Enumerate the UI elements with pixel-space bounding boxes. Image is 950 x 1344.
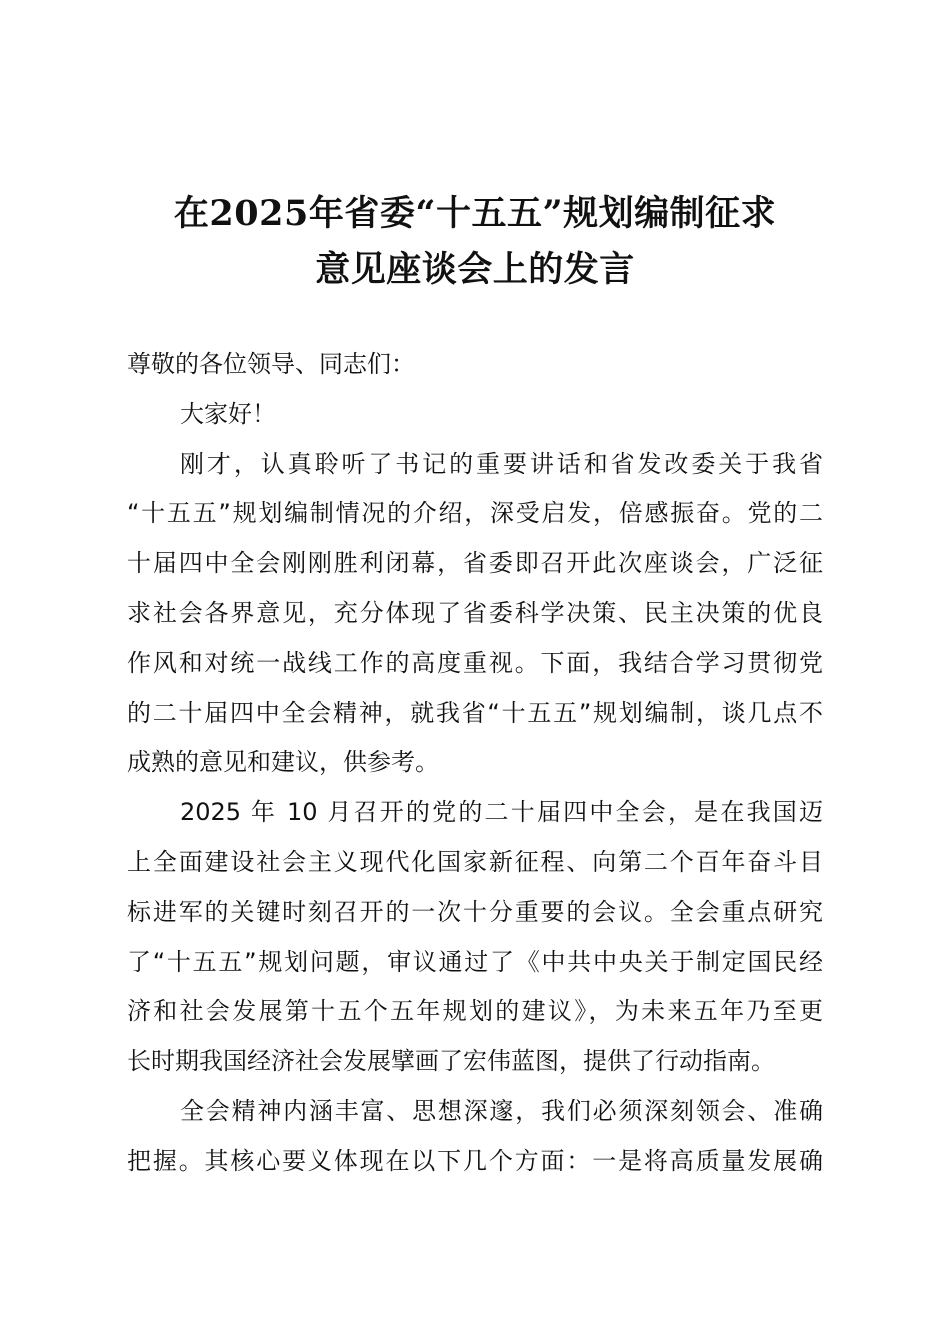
paragraph-line: 长时期我国经济社会发展擘画了宏伟蓝图，提供了行动指南。 <box>127 1047 775 1076</box>
paragraph-line: 上全面建设社会主义现代化国家新征程、向第二个百年奋斗目 <box>127 847 823 876</box>
paragraph-line: 把握。其核心要义体现在以下几个方面：一是将高质量发展确 <box>127 1146 823 1175</box>
paragraph-2 <box>127 788 823 1087</box>
paragraph-line: 求社会各界意见，充分体现了省委科学决策、民主决策的优良 <box>127 598 823 627</box>
paragraph-3 <box>127 1087 823 1187</box>
document-body <box>127 340 823 1187</box>
document-title <box>100 186 850 298</box>
paragraph-line: 济和社会发展第十五个五年规划的建议》，为未来五年乃至更 <box>127 997 823 1026</box>
paragraph-line: “十五五”规划编制情况的介绍，深受启发，倍感振奋。党的二 <box>127 499 823 528</box>
title-line-2: 意见座谈会上的发言 <box>315 249 635 290</box>
paragraph-line: 了“十五五”规划问题，审议通过了《中共中央关于制定国民经 <box>127 947 823 976</box>
paragraph-line: 刚才，认真聆听了书记的重要讲话和省发改委关于我省 <box>180 449 823 478</box>
paragraph-line: 2025 年 10 月召开的党的二十届四中全会，是在我国迈 <box>180 798 823 827</box>
paragraph-line: 全会精神内涵丰富、思想深邃，我们必须深刻领会、准确 <box>180 1096 823 1125</box>
title-line-1: 在2025年省委“十五五”规划编制征求 <box>173 193 777 234</box>
paragraph-1 <box>127 440 823 789</box>
greeting: 大家好！ <box>180 399 276 428</box>
salutation: 尊敬的各位领导、同志们： <box>127 350 415 378</box>
paragraph-line: 成熟的意见和建议，供参考。 <box>127 748 439 777</box>
paragraph-line: 十届四中全会刚刚胜利闭幕，省委即召开此次座谈会，广泛征 <box>127 549 823 578</box>
paragraph-line: 的二十届四中全会精神，就我省“十五五”规划编制，谈几点不 <box>127 698 823 727</box>
paragraph-line: 作风和对统一战线工作的高度重视。下面，我结合学习贯彻党 <box>127 648 823 677</box>
paragraph-line: 标进军的关键时刻召开的一次十分重要的会议。全会重点研究 <box>127 897 823 926</box>
